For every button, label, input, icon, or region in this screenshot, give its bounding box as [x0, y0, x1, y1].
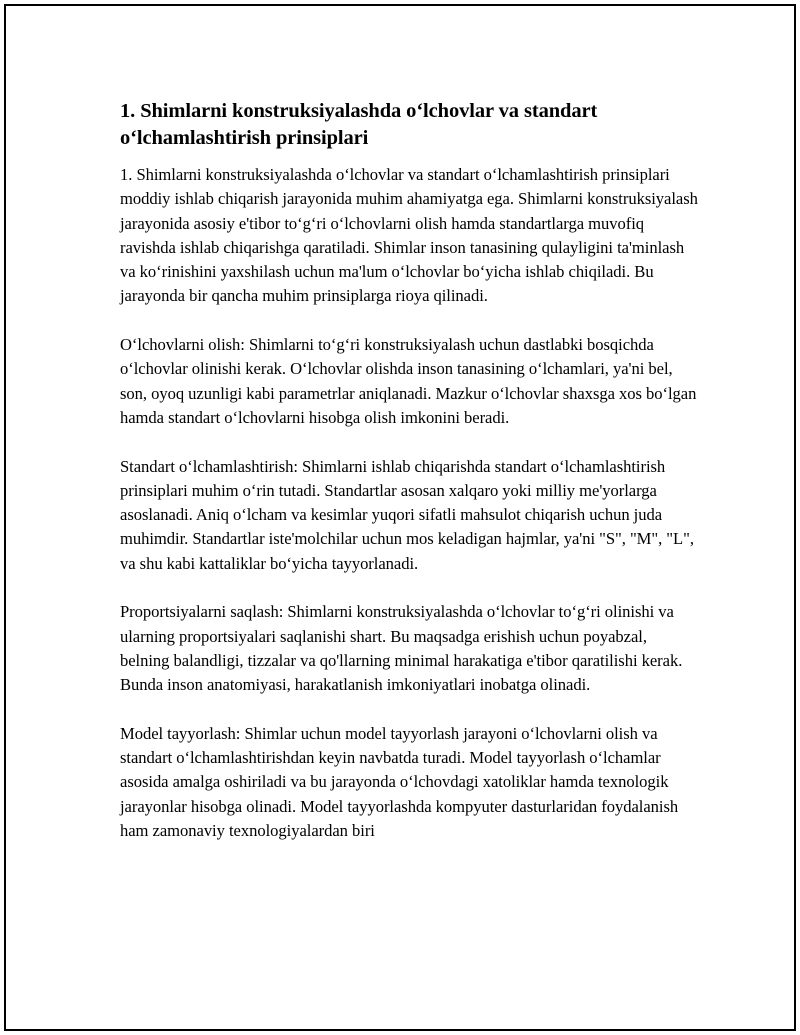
document-body: [120, 98, 700, 843]
paragraph-intro: 1. Shimlarni konstruksiyalashda o‘lchovlar va standart o‘lchamlashtirish prinsiplari moddiy ishlab chiqarish jarayonida muhim ahamiyatga ega. Shimlarni konstruksiyalash jarayonida asosiy e'tibor to‘g‘ri o‘lchovlarni olish hamda standartlarga muvofiq ravishda ishlab chiqarishga qaratiladi. Shimlar inson tanasining qulayligini ta'minlash va ko‘rinishini yaxshilash uchun ma'lum o‘lchovlar bo‘yicha ishlab chiqiladi. Bu jarayonda bir qancha muhim prinsiplarga rioya qilinadi.: [120, 165, 698, 306]
paragraph-proportions: Proportsiyalarni saqlash: Shimlarni konstruksiyalashda o‘lchovlar to‘g‘ri olinishi va ularning proportsiyalari saqlanishi shart. Bu maqsadga erishish uchun poyabzal, belning balandligi, tizzalar va qo'llarning minimal harakatiga e'tibor qaratilishi kerak. Bunda inson anatomiyasi, harakatlanish imkoniyatlari inobatga olinadi.: [120, 602, 683, 695]
paragraph-standard-sizing: Standart o‘lchamlashtirish: Shimlarni ishlab chiqarishda standart o‘lchamlashtirish prinsiplari muhim o‘rin tutadi. Standartlar asosan xalqaro yoki milliy me'yorlarga asoslanadi. Aniq o‘lcham va kesimlar yuqori sifatli mahsulot chiqarish uchun juda muhimdir. Standartlar iste'molchilar uchun mos keladigan hajmlar, ya'ni "S", "M", "L", va shu kabi kattaliklar bo‘yicha tayyorlanadi.: [120, 456, 694, 573]
paragraph-model-making: Model tayyorlash: Shimlar uchun model tayyorlash jarayoni o‘lchovlarni olish va standart o‘lchamlashtirishdan keyin navbatda turadi. Model tayyorlash o‘lchamlar asosida amalga oshiriladi va bu jarayonda o‘lchovdagi xatoliklar hamda texnologik jarayonlar hisobga olinadi. Model tayyorlashda kompyuter dasturlaridan foydalanish ham zamonaviy texnologiyalardan biri: [120, 723, 679, 841]
page-frame: [4, 4, 796, 1031]
paragraph-measurements: O‘lchovlarni olish: Shimlarni to‘g‘ri konstruksiyalash uchun dastlabki bosqichda o‘lchovlar olinishi kerak. O‘lchovlar olishda inson tanasining o‘lchamlari, ya'ni bel, son, oyoq uzunligi kabi parametrlar aniqlanadi. Mazkur o‘lchovlar shaxsga xos bo‘lgan hamda standart o‘lchovlarni hisobga olish imkonini beradi.: [120, 335, 697, 427]
document-title: 1. Shimlarni konstruksiyalashda o‘lchovlar va standart o‘lchamlashtirish prinsiplari: [120, 100, 598, 149]
